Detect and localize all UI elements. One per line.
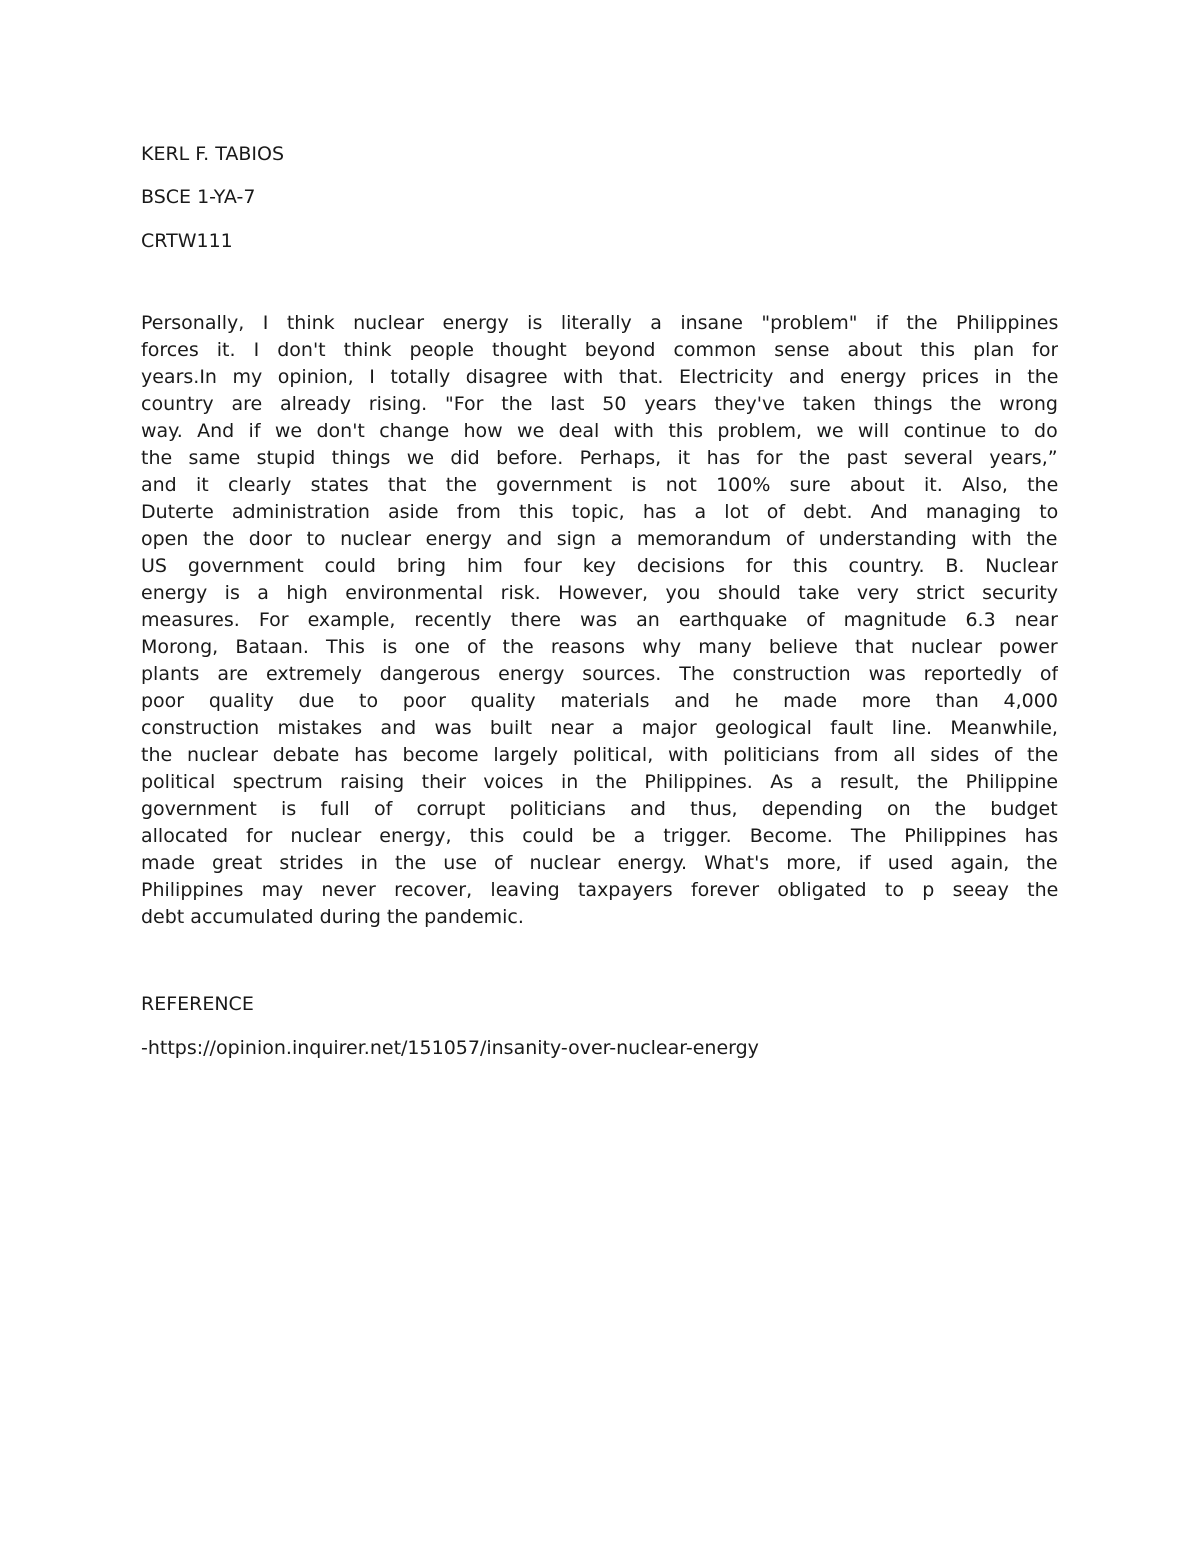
- essay-line: Morong, Bataan. This is one of the reasons why many believe that nuclear power: [141, 636, 1058, 658]
- course-code: CRTW111: [141, 230, 233, 252]
- essay-body: [141, 310, 1058, 931]
- essay-line: made great strides in the use of nuclear energy. What's more, if used again, the: [141, 852, 1058, 874]
- essay-line: poor quality due to poor quality materials and he made more than 4,000: [141, 690, 1058, 712]
- essay-line: the nuclear debate has become largely political, with politicians from all sides of the: [141, 744, 1058, 766]
- essay-line: US government could bring him four key decisions for this country. B. Nuclear: [141, 555, 1058, 577]
- essay-line: debt accumulated during the pandemic.: [141, 906, 524, 928]
- essay-line: Duterte administration aside from this topic, has a lot of debt. And managing to: [141, 501, 1058, 523]
- essay-line: way. And if we don't change how we deal with this problem, we will continue to do: [141, 420, 1058, 442]
- essay-line: and it clearly states that the government is not 100% sure about it. Also, the: [141, 474, 1058, 496]
- essay-line: construction mistakes and was built near a major geological fault line. Meanwhile,: [141, 717, 1058, 739]
- essay-line: Philippines may never recover, leaving taxpayers forever obligated to p seeay the: [141, 879, 1058, 901]
- essay-line: the same stupid things we did before. Perhaps, it has for the past several years,”: [141, 447, 1058, 469]
- essay-line: years.In my opinion, I totally disagree with that. Electricity and energy prices in the: [141, 366, 1058, 388]
- section-code: BSCE 1-YA-7: [141, 186, 256, 208]
- reference-link[interactable]: -https://opinion.inquirer.net/151057/insanity-over-nuclear-energy: [141, 1037, 759, 1059]
- essay-line: government is full of corrupt politicians and thus, depending on the budget: [141, 798, 1058, 820]
- essay-line: Personally, I think nuclear energy is literally a insane "problem" if the Philippines: [141, 312, 1058, 334]
- essay-line: political spectrum raising their voices in the Philippines. As a result, the Philippine: [141, 771, 1058, 793]
- essay-line: forces it. I don't think people thought beyond common sense about this plan for: [141, 339, 1058, 361]
- author-name: KERL F. TABIOS: [141, 143, 285, 165]
- essay-line: measures. For example, recently there was an earthquake of magnitude 6.3 near: [141, 609, 1058, 631]
- reference-heading: REFERENCE: [141, 993, 254, 1015]
- essay-line: open the door to nuclear energy and sign a memorandum of understanding with the: [141, 528, 1058, 550]
- essay-line: allocated for nuclear energy, this could be a trigger. Become. The Philippines has: [141, 825, 1058, 847]
- essay-line: energy is a high environmental risk. However, you should take very strict security: [141, 582, 1058, 604]
- essay-line: country are already rising. "For the last 50 years they've taken things the wrong: [141, 393, 1058, 415]
- essay-line: plants are extremely dangerous energy sources. The construction was reportedly of: [141, 663, 1058, 685]
